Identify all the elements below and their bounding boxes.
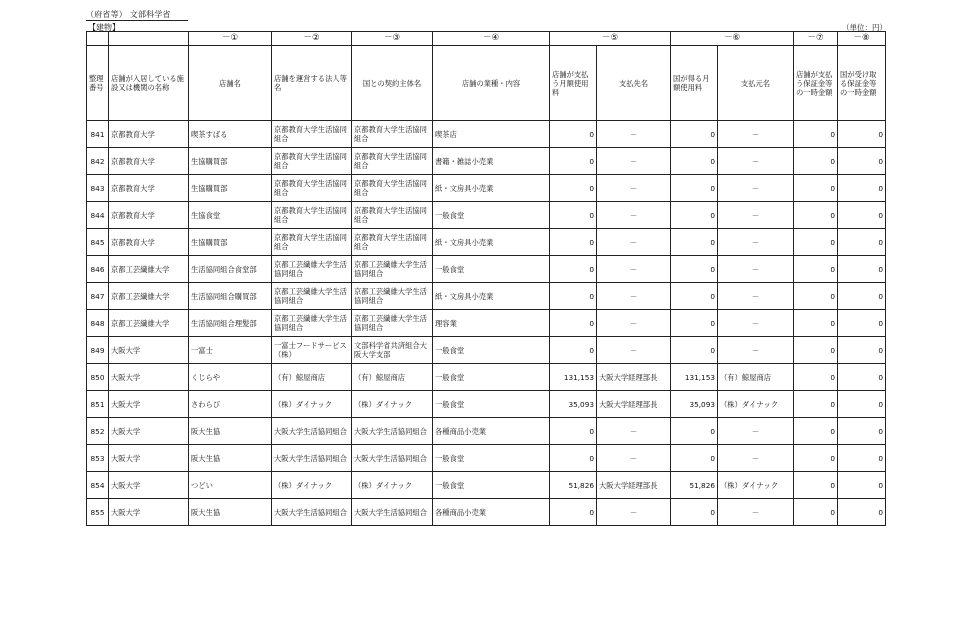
deposit-paid-cell: 0	[794, 364, 838, 391]
deposit-paid-cell: 0	[794, 121, 838, 148]
operator-cell: 大阪大学生活協同組合	[272, 445, 352, 472]
serial-no-cell: 855	[87, 499, 109, 526]
column-number: －⑥	[671, 32, 794, 46]
business-cell: 紙・文房具小売業	[433, 175, 550, 202]
business-cell: 書籍・雑誌小売業	[433, 148, 550, 175]
deposit-paid-cell: 0	[794, 391, 838, 418]
fee-paid-cell: 0	[550, 229, 597, 256]
operator-cell: 京都教育大学生活協同組合	[272, 121, 352, 148]
deposit-received-cell: 0	[838, 391, 886, 418]
serial-no-cell: 851	[87, 391, 109, 418]
column-number: －③	[352, 32, 433, 46]
payee-cell: －	[597, 445, 671, 472]
operator-cell: 京都教育大学生活協同組合	[272, 148, 352, 175]
fee-paid-cell: 0	[550, 121, 597, 148]
facility-cell: 京都工芸繊維大学	[109, 283, 189, 310]
shop-name-cell: さわらび	[189, 391, 272, 418]
payee-cell: －	[597, 202, 671, 229]
operator-cell: 京都教育大学生活協同組合	[272, 175, 352, 202]
fee-received-cell: 51,826	[671, 472, 718, 499]
payer-cell: －	[718, 310, 794, 337]
payee-cell: 大阪大学経理部長	[597, 364, 671, 391]
table-row	[87, 283, 886, 310]
table-row	[87, 472, 886, 499]
fee-paid-cell: 0	[550, 148, 597, 175]
contractor-cell: 文部科学省共済組合大阪大学支部	[352, 337, 433, 364]
deposit-received-cell: 0	[838, 472, 886, 499]
deposit-paid-cell: 0	[794, 256, 838, 283]
deposit-paid-cell: 0	[794, 175, 838, 202]
serial-no-cell: 844	[87, 202, 109, 229]
fee-paid-cell: 131,153	[550, 364, 597, 391]
fee-received-cell: 0	[671, 310, 718, 337]
serial-no-cell: 848	[87, 310, 109, 337]
deposit-paid-cell: 0	[794, 472, 838, 499]
unit-label: （単位：円）	[842, 23, 887, 32]
payer-cell: －	[718, 148, 794, 175]
table-row	[87, 202, 886, 229]
deposit-received-cell: 0	[838, 337, 886, 364]
facility-cell: 大阪大学	[109, 337, 189, 364]
operator-cell: 京都工芸繊維大学生活協同組合	[272, 256, 352, 283]
business-cell: 一般食堂	[433, 445, 550, 472]
contractor-cell: 大阪大学生活協同組合	[352, 418, 433, 445]
fee-paid-cell: 0	[550, 337, 597, 364]
payee-cell: 大阪大学経理部長	[597, 391, 671, 418]
deposit-paid-cell: 0	[794, 202, 838, 229]
business-cell: 一般食堂	[433, 337, 550, 364]
shop-name-cell: 生協購買部	[189, 229, 272, 256]
contractor-cell: 京都工芸繊維大学生活協同組合	[352, 283, 433, 310]
fee-paid-cell: 0	[550, 283, 597, 310]
deposit-received-cell: 0	[838, 418, 886, 445]
payee-cell: －	[597, 283, 671, 310]
shop-name-cell: 阪大生協	[189, 418, 272, 445]
deposit-paid-cell: 0	[794, 310, 838, 337]
column-number: －⑤	[550, 32, 671, 46]
payer-cell: －	[718, 499, 794, 526]
payer-cell: －	[718, 283, 794, 310]
shop-name-cell: 生活協同組合購買部	[189, 283, 272, 310]
deposit-received-cell: 0	[838, 283, 886, 310]
business-cell: 一般食堂	[433, 391, 550, 418]
shop-name-cell: つどい	[189, 472, 272, 499]
fee-paid-cell: 0	[550, 256, 597, 283]
deposit-paid-cell: 0	[794, 499, 838, 526]
fee-received-cell: 0	[671, 337, 718, 364]
column-number: －⑧	[838, 32, 886, 46]
column-header-row	[87, 46, 886, 121]
fee-received-cell: 0	[671, 121, 718, 148]
shop-name-cell: 一富士	[189, 337, 272, 364]
column-number: －②	[272, 32, 352, 46]
header-operator: 店舗を運営する法人等名	[272, 46, 352, 121]
operator-cell: （株）ダイナック	[272, 472, 352, 499]
fee-received-cell: 131,153	[671, 364, 718, 391]
fee-received-cell: 35,093	[671, 391, 718, 418]
facility-cell: 京都教育大学	[109, 175, 189, 202]
payee-cell: －	[597, 337, 671, 364]
payee-cell: －	[597, 229, 671, 256]
payer-cell: －	[718, 445, 794, 472]
header-facility: 店舗が入居している施設又は機関の名称	[109, 46, 189, 121]
payer-cell: －	[718, 175, 794, 202]
deposit-paid-cell: 0	[794, 283, 838, 310]
business-cell: 一般食堂	[433, 364, 550, 391]
header-serial-no: 整理番号	[87, 46, 109, 121]
payer-cell: （株）ダイナック	[718, 391, 794, 418]
header-deposit-paid: 店舗が支払う保証金等の一時金額	[794, 46, 838, 121]
fee-received-cell: 0	[671, 202, 718, 229]
ministry-label: （府省等） 文部科学省	[86, 10, 171, 19]
payer-cell: （株）ダイナック	[718, 472, 794, 499]
operator-cell: （株）ダイナック	[272, 391, 352, 418]
deposit-received-cell: 0	[838, 310, 886, 337]
header-shop-name: 店舗名	[189, 46, 272, 121]
serial-no-cell: 845	[87, 229, 109, 256]
payee-cell: －	[597, 499, 671, 526]
facility-cell: 大阪大学	[109, 445, 189, 472]
fee-paid-cell: 35,093	[550, 391, 597, 418]
payee-cell: －	[597, 310, 671, 337]
table-row	[87, 229, 886, 256]
payer-cell: －	[718, 256, 794, 283]
payer-cell: －	[718, 337, 794, 364]
serial-no-cell: 842	[87, 148, 109, 175]
contractor-cell: 京都教育大学生活協同組合	[352, 229, 433, 256]
contractor-cell: 京都工芸繊維大学生活協同組合	[352, 310, 433, 337]
deposit-received-cell: 0	[838, 202, 886, 229]
business-cell: 一般食堂	[433, 472, 550, 499]
table-row	[87, 256, 886, 283]
fee-received-cell: 0	[671, 175, 718, 202]
serial-no-cell: 841	[87, 121, 109, 148]
contractor-cell: 京都教育大学生活協同組合	[352, 148, 433, 175]
table-row	[87, 148, 886, 175]
shop-name-cell: くじらや	[189, 364, 272, 391]
contractor-cell: 京都工芸繊維大学生活協同組合	[352, 256, 433, 283]
deposit-received-cell: 0	[838, 121, 886, 148]
facility-cell: 大阪大学	[109, 418, 189, 445]
deposit-paid-cell: 0	[794, 445, 838, 472]
contractor-cell: （株）ダイナック	[352, 472, 433, 499]
serial-no-cell: 843	[87, 175, 109, 202]
payee-cell: －	[597, 418, 671, 445]
deposit-received-cell: 0	[838, 499, 886, 526]
deposit-received-cell: 0	[838, 175, 886, 202]
operator-cell: 京都教育大学生活協同組合	[272, 229, 352, 256]
business-cell: 各種商品小売業	[433, 499, 550, 526]
payee-cell: －	[597, 175, 671, 202]
table-row	[87, 337, 886, 364]
facility-cell: 大阪大学	[109, 499, 189, 526]
column-number: －⑦	[794, 32, 838, 46]
operator-cell: 京都工芸繊維大学生活協同組合	[272, 283, 352, 310]
facility-cell: 大阪大学	[109, 364, 189, 391]
payer-cell: －	[718, 121, 794, 148]
deposit-paid-cell: 0	[794, 148, 838, 175]
serial-no-cell: 850	[87, 364, 109, 391]
contractor-cell: 大阪大学生活協同組合	[352, 499, 433, 526]
shop-name-cell: 生協購買部	[189, 148, 272, 175]
fee-paid-cell: 0	[550, 310, 597, 337]
payee-cell: －	[597, 148, 671, 175]
shop-name-cell: 阪大生協	[189, 499, 272, 526]
fee-received-cell: 0	[671, 418, 718, 445]
contractor-cell: 京都教育大学生活協同組合	[352, 121, 433, 148]
fee-paid-cell: 0	[550, 418, 597, 445]
serial-no-cell: 847	[87, 283, 109, 310]
deposit-paid-cell: 0	[794, 229, 838, 256]
business-cell: 一般食堂	[433, 256, 550, 283]
fee-received-cell: 0	[671, 229, 718, 256]
facility-cell: 京都教育大学	[109, 229, 189, 256]
fee-received-cell: 0	[671, 499, 718, 526]
header-fee-paid: 店舗が支払う月額使用料	[550, 46, 597, 121]
operator-cell: 大阪大学生活協同組合	[272, 499, 352, 526]
fee-paid-cell: 0	[550, 202, 597, 229]
contractor-cell: 京都教育大学生活協同組合	[352, 175, 433, 202]
payer-cell: －	[718, 202, 794, 229]
serial-no-cell: 853	[87, 445, 109, 472]
shop-name-cell: 生協購買部	[189, 175, 272, 202]
facility-cell: 京都工芸繊維大学	[109, 310, 189, 337]
contractor-cell: （株）ダイナック	[352, 391, 433, 418]
deposit-paid-cell: 0	[794, 337, 838, 364]
shop-name-cell: 生活協同組合理髪部	[189, 310, 272, 337]
header-contractor: 国との契約主体名	[352, 46, 433, 121]
payer-cell: －	[718, 229, 794, 256]
column-number-row	[87, 32, 886, 46]
fee-received-cell: 0	[671, 256, 718, 283]
header-fee-received: 国が得る月額使用料	[671, 46, 718, 121]
table-row	[87, 364, 886, 391]
shop-name-cell: 生協食堂	[189, 202, 272, 229]
table-row	[87, 445, 886, 472]
fee-paid-cell: 51,826	[550, 472, 597, 499]
table-row	[87, 310, 886, 337]
header-business: 店舗の業種・内容	[433, 46, 550, 121]
fee-paid-cell: 0	[550, 499, 597, 526]
column-number: －①	[189, 32, 272, 46]
header-deposit-received: 国が受け取る保証金等の一時金額	[838, 46, 886, 121]
serial-no-cell: 854	[87, 472, 109, 499]
shop-name-cell: 生活協同組合食堂部	[189, 256, 272, 283]
shop-name-cell: 喫茶すばる	[189, 121, 272, 148]
table-row	[87, 391, 886, 418]
contractor-cell: 京都教育大学生活協同組合	[352, 202, 433, 229]
business-cell: 紙・文房具小売業	[433, 229, 550, 256]
header-payer: 支払元名	[718, 46, 794, 121]
table-row	[87, 175, 886, 202]
payee-cell: 大阪大学経理部長	[597, 472, 671, 499]
serial-no-cell: 849	[87, 337, 109, 364]
payee-cell: －	[597, 121, 671, 148]
operator-cell: 京都工芸繊維大学生活協同組合	[272, 310, 352, 337]
contractor-cell: （有）鯨屋商店	[352, 364, 433, 391]
facility-cell: 京都教育大学	[109, 121, 189, 148]
column-number	[109, 32, 189, 46]
column-number	[87, 32, 109, 46]
header-payee: 支払先名	[597, 46, 671, 121]
shop-name-cell: 阪大生協	[189, 445, 272, 472]
contractor-cell: 大阪大学生活協同組合	[352, 445, 433, 472]
business-cell: 喫茶店	[433, 121, 550, 148]
payer-cell: （有）鯨屋商店	[718, 364, 794, 391]
business-cell: 各種商品小売業	[433, 418, 550, 445]
fee-received-cell: 0	[671, 148, 718, 175]
fee-received-cell: 0	[671, 445, 718, 472]
operator-cell: 京都教育大学生活協同組合	[272, 202, 352, 229]
fee-received-cell: 0	[671, 283, 718, 310]
operator-cell: （有）鯨屋商店	[272, 364, 352, 391]
table-row	[87, 121, 886, 148]
deposit-received-cell: 0	[838, 148, 886, 175]
deposit-received-cell: 0	[838, 229, 886, 256]
business-cell: 紙・文房具小売業	[433, 283, 550, 310]
column-number: －④	[433, 32, 550, 46]
facility-cell: 京都教育大学	[109, 148, 189, 175]
table-row	[87, 499, 886, 526]
operator-cell: 一富士フードサービス（株）	[272, 337, 352, 364]
section-label: 【建物】	[88, 23, 120, 32]
facility-cell: 大阪大学	[109, 391, 189, 418]
serial-no-cell: 852	[87, 418, 109, 445]
serial-no-cell: 846	[87, 256, 109, 283]
operator-cell: 大阪大学生活協同組合	[272, 418, 352, 445]
business-cell: 一般食堂	[433, 202, 550, 229]
deposit-received-cell: 0	[838, 445, 886, 472]
payer-cell: －	[718, 418, 794, 445]
facility-cell: 京都教育大学	[109, 202, 189, 229]
payee-cell: －	[597, 256, 671, 283]
deposit-received-cell: 0	[838, 364, 886, 391]
facility-cell: 大阪大学	[109, 472, 189, 499]
deposit-paid-cell: 0	[794, 418, 838, 445]
facility-cell: 京都工芸繊維大学	[109, 256, 189, 283]
deposit-received-cell: 0	[838, 256, 886, 283]
fee-paid-cell: 0	[550, 445, 597, 472]
fee-paid-cell: 0	[550, 175, 597, 202]
business-cell: 理容業	[433, 310, 550, 337]
table-row	[87, 418, 886, 445]
ministry-underline	[86, 20, 188, 21]
ledger-table	[86, 31, 886, 526]
